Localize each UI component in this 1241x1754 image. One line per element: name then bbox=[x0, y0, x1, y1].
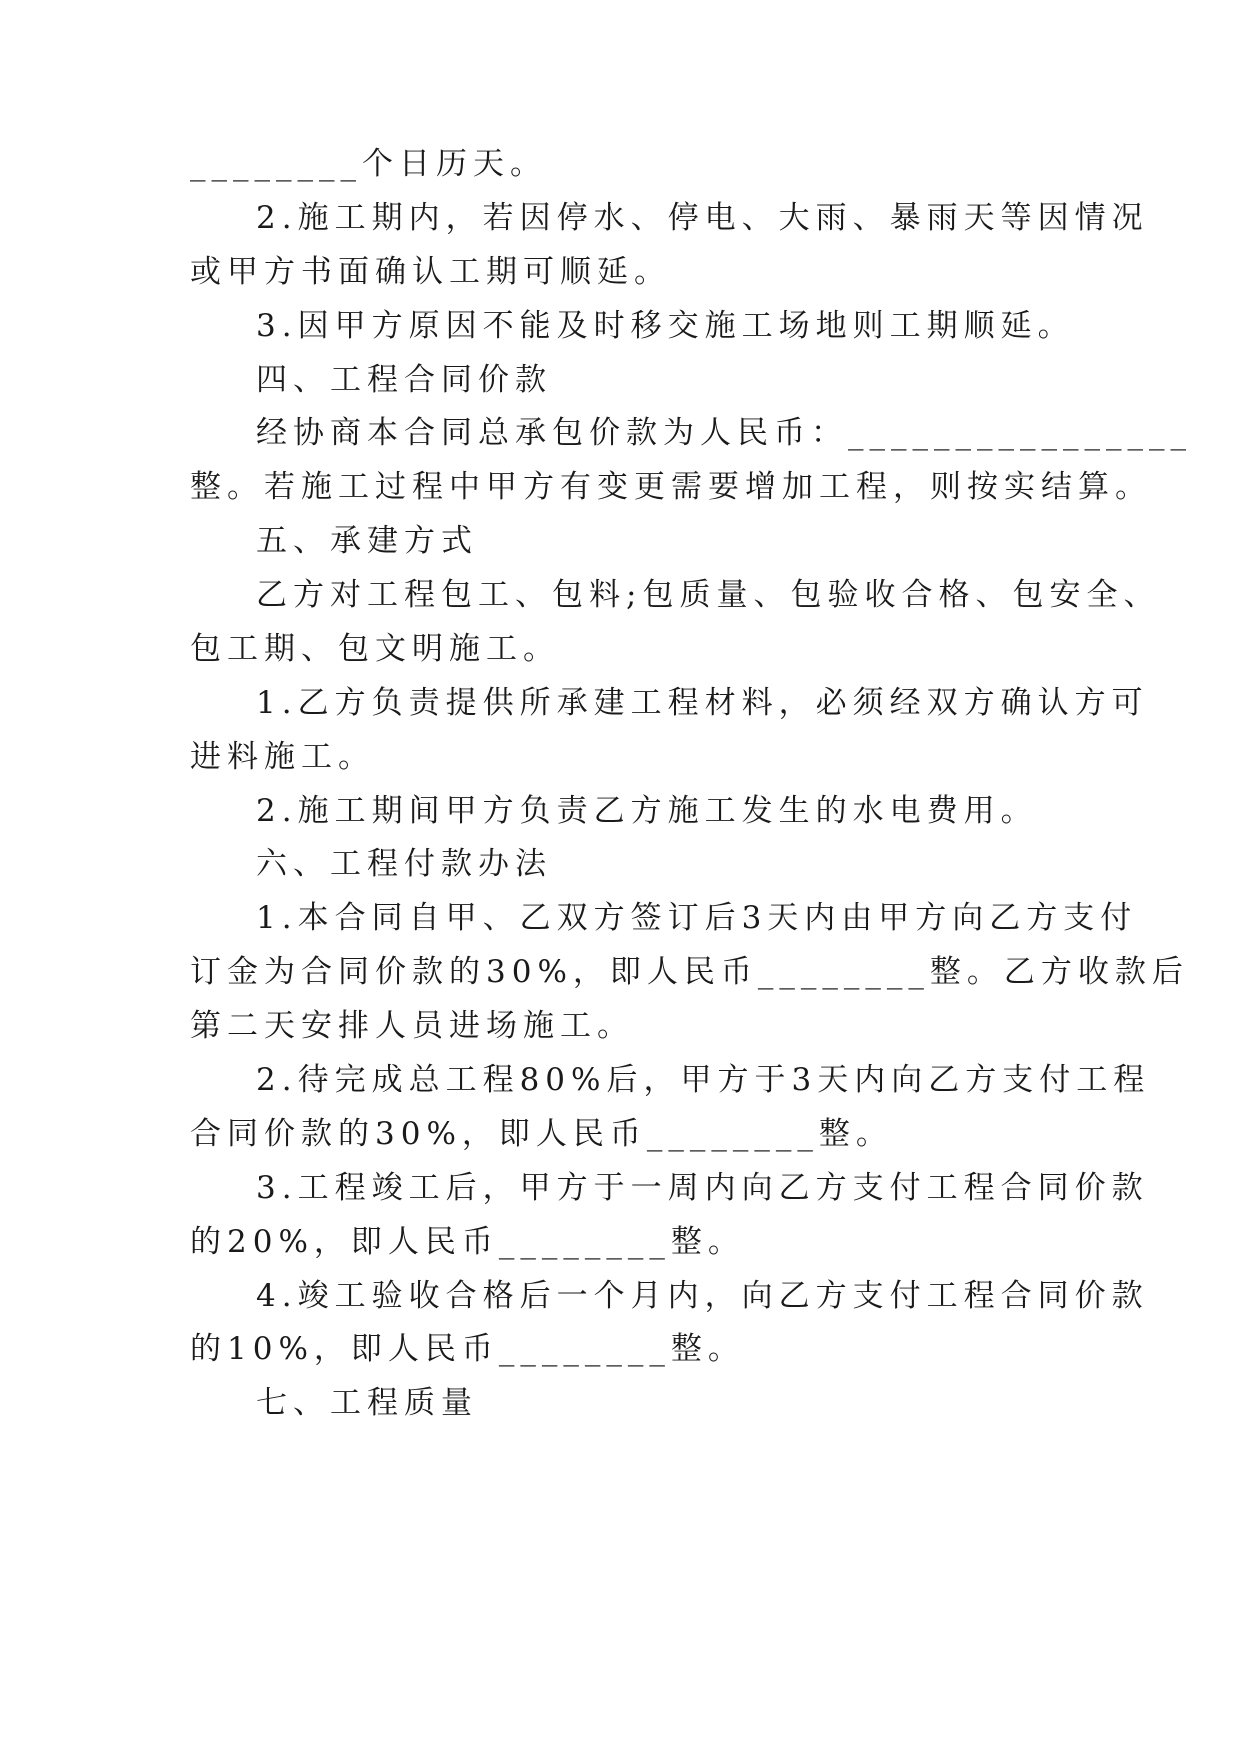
text-line: 3.因甲方原因不能及时移交施工场地则工期顺延。 bbox=[256, 308, 1075, 344]
text-line: 4.竣工验收合格后一个月内，向乙方支付工程合同价款 bbox=[256, 1278, 1149, 1314]
text-line: ________个日历天。 bbox=[190, 146, 547, 182]
text-line: 整。若施工过程中甲方有变更需要增加工程，则按实结算。 bbox=[190, 469, 1152, 505]
text-line: 经协商本合同总承包价款为人民币：________________ bbox=[256, 415, 1192, 451]
text-line: 1.本合同自甲、乙双方签订后3天内由甲方向乙方支付 bbox=[256, 900, 1138, 936]
text-line: 的20%，即人民币________整。 bbox=[190, 1224, 745, 1260]
text-line: 进料施工。 bbox=[190, 739, 375, 775]
text-line: 1.乙方负责提供所承建工程材料，必须经双方确认方可 bbox=[256, 685, 1149, 721]
text-line: 3.工程竣工后，甲方于一周内向乙方支付工程合同价款 bbox=[256, 1170, 1149, 1206]
text-line: 2.施工期间甲方负责乙方施工发生的水电费用。 bbox=[256, 793, 1038, 829]
text-line: 或甲方书面确认工期可顺延。 bbox=[190, 254, 671, 290]
section-heading: 五、承建方式 bbox=[256, 523, 478, 559]
section-heading: 六、工程付款办法 bbox=[256, 846, 552, 882]
section-heading: 四、工程合同价款 bbox=[256, 362, 552, 398]
text-line: 包工期、包文明施工。 bbox=[190, 631, 560, 667]
section-heading: 七、工程质量 bbox=[256, 1385, 478, 1421]
text-line: 合同价款的30%，即人民币________整。 bbox=[190, 1116, 893, 1152]
text-line: 2.施工期内，若因停水、停电、大雨、暴雨天等因情况 bbox=[256, 200, 1149, 236]
text-line: 乙方对工程包工、包料;包质量、包验收合格、包安全、 bbox=[256, 577, 1161, 613]
text-line: 第二天安排人员进场施工。 bbox=[190, 1008, 634, 1044]
text-line: 订金为合同价款的30%，即人民币________整。乙方收款后 bbox=[190, 954, 1189, 990]
text-line: 的10%，即人民币________整。 bbox=[190, 1331, 745, 1367]
text-line: 2.待完成总工程80%后，甲方于3天内向乙方支付工程 bbox=[256, 1062, 1151, 1098]
